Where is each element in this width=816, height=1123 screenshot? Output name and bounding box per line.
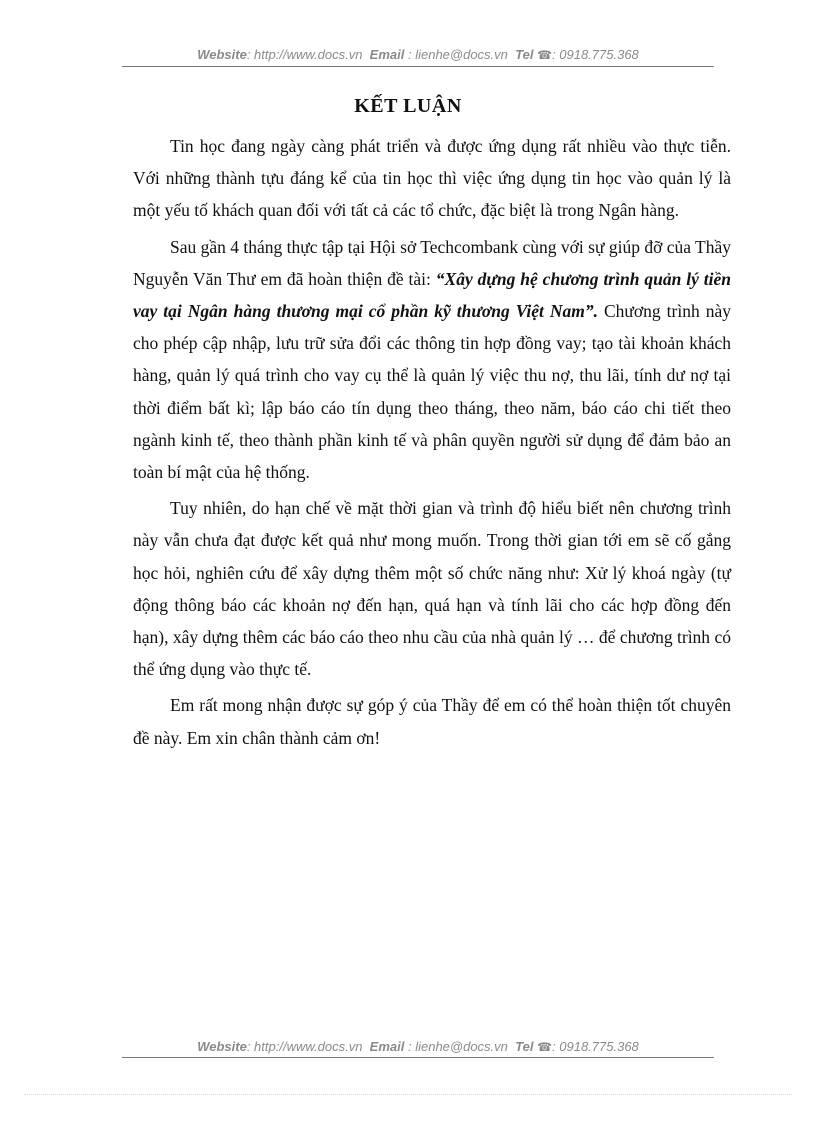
phone-icon: ☎: [537, 1040, 553, 1054]
paragraph-2: [133, 231, 731, 489]
header-website-label: Website: [197, 47, 247, 62]
footer-email-value[interactable]: : lienhe@docs.vn: [407, 1039, 508, 1054]
header-email-value[interactable]: : lienhe@docs.vn: [407, 47, 508, 62]
paragraph-2-end: Chương trình này cho phép cập nhập, lưu trữ sửa đổi các thông tin hợp đồng vay; tạo tài khoản khách hàng, quản lý quá trình cho vay cụ thể là quản lý việc thu nợ, thu lãi, tính dư nợ tại thời điểm bất kì; lập báo cáo tín dụng theo tháng, theo năm, báo cáo chi tiết theo ngành kinh tế, theo thành phần kinh tế và phân quyền người sử dụng để đảm bảo an toàn bí mật của hệ thống.: [133, 301, 731, 483]
page-bottom-dotted-line: [24, 1094, 792, 1095]
page-title: KẾT LUẬN: [354, 95, 462, 117]
thesis-topic: “Xây dựng hệ chương trình quản lý tiền vay tại Ngân hàng thương mại cổ phần kỹ thương Việt Nam”.: [133, 268, 731, 322]
footer-rule: [122, 1057, 714, 1058]
page-header: [122, 47, 714, 62]
paragraph-1: Tin học đang ngày càng phát triển và được ứng dụng rất nhiều vào thực tiễn. Với những thành tựu đáng kể của tin học thì việc ứng dụng tin học vào quản lý là một yếu tố khách quan đối với tất cả các tổ chức, đặc biệt là trong Ngân hàng.: [133, 136, 731, 221]
header-tel-value: : 0918.775.368: [552, 47, 639, 62]
paragraph-3: Tuy nhiên, do hạn chế về mặt thời gian và trình độ hiểu biết nên chương trình này vẫn chưa đạt được kết quả như mong muốn. Trong thời gian tới em sẽ cố gắng học hỏi, nghiên cứu để xây dựng thêm một số chức năng như: Xử lý khoá ngày (tự động thông báo các khoản nợ đến hạn, quá hạn và tính lãi cho các hợp đồng đến hạn), xây dựng thêm các báo cáo theo nhu cầu của nhà quản lý … để chương trình có thể ứng dụng vào thực tế.: [133, 498, 731, 680]
footer-email-label: Email: [369, 1039, 405, 1054]
header-email-label: Email: [369, 47, 405, 62]
footer-website-label: Website: [197, 1039, 247, 1054]
paragraph-2-start: Sau gần 4 tháng thực tập tại Hội sở Techcombank cùng với sự giúp đỡ của Thầy Nguyễn Văn Thư em đã hoàn thiện đề tài:: [133, 236, 731, 289]
header-website-value[interactable]: : http://www.docs.vn: [246, 47, 363, 62]
footer-tel-value: : 0918.775.368: [552, 1039, 639, 1054]
paragraph-4: Em rất mong nhận được sự góp ý của Thầy để em có thể hoàn thiện tốt chuyên đề này. Em xin chân thành cảm ơn!: [133, 695, 731, 748]
document-body: [133, 130, 731, 758]
header-tel-label: Tel: [515, 47, 534, 62]
phone-icon: ☎: [537, 48, 553, 62]
footer-tel-label: Tel: [515, 1039, 534, 1054]
page-footer: [122, 1039, 714, 1054]
header-rule: [122, 66, 714, 67]
footer-website-value[interactable]: : http://www.docs.vn: [246, 1039, 363, 1054]
